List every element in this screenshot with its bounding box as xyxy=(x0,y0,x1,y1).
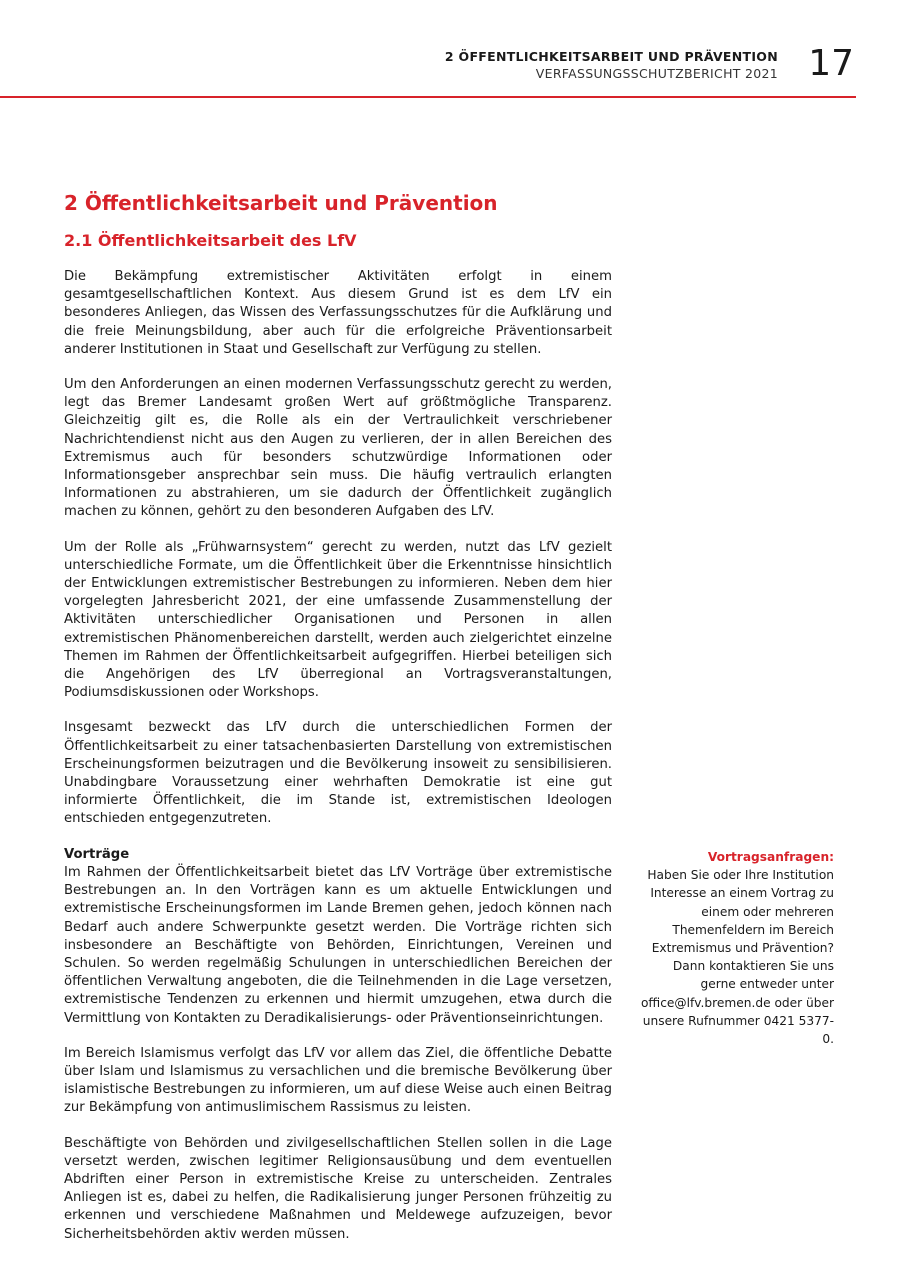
running-header xyxy=(445,48,778,82)
page-number: 17 xyxy=(808,43,854,84)
running-header-chapter: 2 ÖFFENTLICHKEITSARBEIT UND PRÄVENTION xyxy=(444,49,778,64)
sidebar-text: Haben Sie oder Ihre Institution Interesse an einem Vortrag zu einem oder mehreren Themenfeldern im Bereich Extremismus und Prävention? Dann kontaktieren Sie uns gerne entweder unter office@lfv.bremen.de oder über unsere Rufnummer 0421 5377-0. xyxy=(640,868,834,1047)
header-rule xyxy=(0,96,856,98)
paragraph: Die Bekämpfung extremistischer Aktivitäten erfolgt in einem gesamtgesellschaftlichen Kontext. Aus diesem Grund ist es dem LfV ein besonderes Anliegen, das Wissen des Verfassungsschutzes für die Aufklärung und die freie Meinungsbildung, aber auch für die erfolgreiche Präventionsarbeit anderer Institutionen in Staat und Gesellschaft zur Verfügung zu stellen. xyxy=(64,269,612,357)
paragraph: Beschäftigte von Behörden und zivilgesellschaftlichen Stellen sollen in die Lage versetzt werden, zwischen legitimer Religionsausübung und dem eventuellen Abdriften einer Person in extremistische Kreise zu unterscheiden. Zentrales Anliegen ist es, dabei zu helfen, die Radikalisierung junger Personen frühzeitig zu erkennen und verschiedene Maßnahmen und Meldewege aufzuzeigen, bevor Sicherheitsbehörden aktiv werden müssen. xyxy=(64,1135,612,1242)
sidebar-note xyxy=(634,848,834,1048)
section-title: 2.1 Öffentlichkeitsarbeit des LfV xyxy=(64,231,357,250)
paragraph: Insgesamt bezweckt das LfV durch die unterschiedlichen Formen der Öffentlichkeitsarbeit zu einer tatsachenbasierten Darstellung von extremistischen Erscheinungsformen beizutragen und die Bevölkerung insoweit zu sensibilisieren. Unabdingbare Voraussetzung einer wehrhaften Demokratie ist eine gut informierte Öffentlichkeit, die im Stande ist, extremistischen Ideologen entschieden entgegenzutreten. xyxy=(64,720,612,827)
running-header-report: VERFASSUNGSSCHUTZBERICHT 2021 xyxy=(535,66,778,81)
subheading-vortraege: Vorträge xyxy=(64,846,130,862)
paragraph: Im Rahmen der Öffentlichkeitsarbeit bietet das LfV Vorträge über extremistische Bestrebungen an. In den Vorträgen kann es um aktuelle Entwicklungen und extremistische Erscheinungsformen im Lande Bremen gehen, jedoch können nach Bedarf auch andere Schwerpunkte gesetzt werden. Die Vorträge richten sich insbesondere an Beschäftigte von Behörden, Einrichtungen, Vereinen und Schulen. So werden regelmäßig Schulungen in unterschiedlichen Bereichen der öffentlichen Verwaltung angeboten, die die Teilnehmenden in die Lage versetzen, extremistische Tendenzen zu erkennen und hiermit umzugehen, etwa durch die Vermittlung von Kontakten zu Deradikalisierungs- oder Präventionseinrichtungen. xyxy=(64,864,612,1026)
paragraph: Um der Rolle als „Frühwarnsystem“ gerecht zu werden, nutzt das LfV gezielt unterschiedliche Formate, um die Öffentlichkeit über die Erkenntnisse hinsichtlich der Entwicklungen extremistischer Bestrebungen zu informieren. Neben dem hier vorgelegten Jahresbericht 2021, der eine umfassende Zusammenstellung der Aktivitäten unterschiedlicher Organisationen und Personen in allen extremistischen Phänomenbereichen darstellt, werden auch zielgerichtet einzelne Themen im Rahmen der Öffentlichkeitsarbeit aufgegriffen. Hierbei beteiligen sich die Angehörigen des LfV überregional an Vortragsveranstaltungen, Podiumsdiskussionen oder Workshops. xyxy=(64,539,612,701)
sidebar-title: Vortragsanfragen: xyxy=(707,850,834,864)
paragraph: Im Bereich Islamismus verfolgt das LfV vor allem das Ziel, die öffentliche Debatte über Islam und Islamismus zu versachlichen und die bremische Bevölkerung über islamistische Bestrebungen zu informieren, um auf diese Weise auch einen Beitrag zur Bekämpfung von antimuslimischem Rassismus zu leisten. xyxy=(64,1045,612,1116)
main-content xyxy=(64,188,612,1261)
chapter-title: 2 Öffentlichkeitsarbeit und Prävention xyxy=(64,191,498,215)
paragraph: Um den Anforderungen an einen modernen Verfassungsschutz gerecht zu werden, legt das Bremer Landesamt großen Wert auf größtmögliche Transparenz. Gleichzeitig gilt es, die Rolle als ein der Vertraulichkeit verschriebener Nachrichtendienst nicht aus den Augen zu verlieren, der in allen Bereichen des Extremismus auch für besonders schutzwürdige Informationen oder Informationsgeber ansprechbar sein muss. Die häufig vertraulich erlangten Informationen zu abstrahieren, um sie dadurch der Öffentlichkeit zugänglich machen zu können, gehört zu den besonderen Aufgaben des LfV. xyxy=(64,377,612,520)
